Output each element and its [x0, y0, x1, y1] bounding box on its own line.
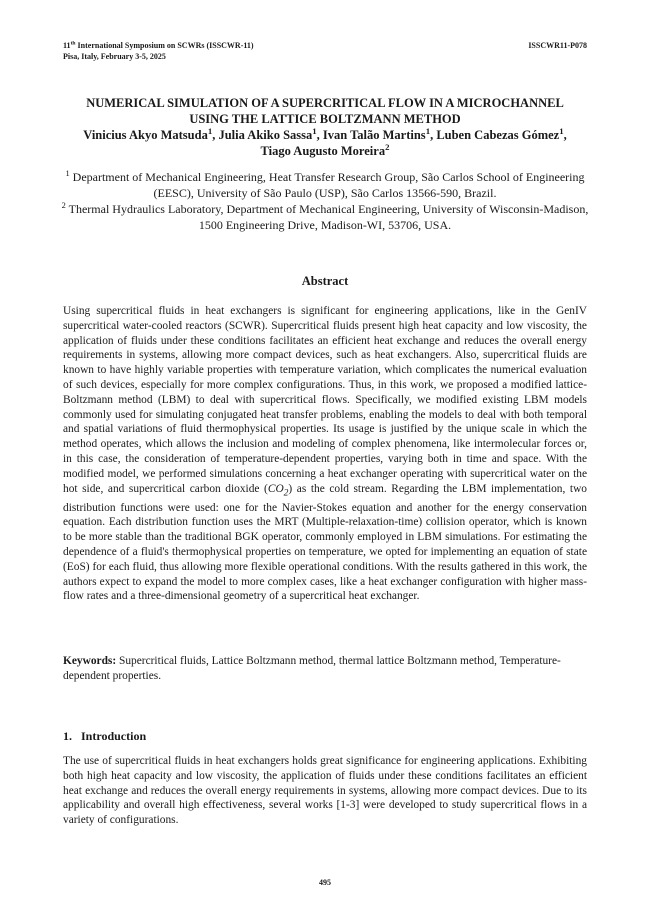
- affiliation: $^2$ Thermal Hydraulics Laboratory, Department of Mechanical Engineering, University of Wisconsin-Madison, 1500 Engineering Drive, Madison-WI, 53706, USA.: [61, 201, 589, 232]
- author: Vinicius Akyo Matsuda$^1$,: [83, 125, 219, 142]
- keywords-label: Keywords:: [63, 655, 117, 667]
- conference-name: 11th International Symposium on SCWRs (ISSCWR-11): [63, 40, 254, 50]
- section-heading-introduction: [63, 729, 146, 744]
- paper-title: [40, 96, 610, 127]
- author: Julia Akiko Sassa$^1$,: [218, 125, 323, 142]
- keywords-text: Supercritical fluids, Lattice Boltzmann method, thermal lattice Boltzmann method, Temperature-dependent properties.: [63, 655, 561, 682]
- abstract-heading: Abstract: [301, 274, 349, 288]
- affiliation: $^1$ Department of Mechanical Engineering, Heat Transfer Research Group, São Carlos School of Engineering (EESC), University of São Paulo (USP), São Carlos 13566-590, Brazil.: [65, 169, 585, 200]
- author: Ivan Talão Martins$^1$,: [322, 125, 437, 142]
- author: Luben Cabezas Gómez$^1$,: [436, 125, 567, 142]
- section-number: 1.: [63, 729, 72, 743]
- author: Tiago Augusto Moreira$^2$: [260, 141, 390, 158]
- abstract-body: Using supercritical fluids in heat exchangers is significant for engineering applications, like in the GenIV supercritical water-cooled reactors (SCWR). Supercritical fluids present high heat capacity and low viscosity, the application of fluids under these conditions facilitates an efficient heat exchange and reduces the overall energy requirements in systems, allowing more compact devices, such as heat exchangers. Also, supercritical fluids are known to have highly variable properties with temperature variation, which complicates the numerical evaluation of such devices, especially for more complex configurations. Thus, in this work, we proposed a modified lattice-Boltzmann method (LBM) to deal with supercritical flows. Specifically, we modified existing LBM models commonly used for simulating conjugated heat transfer problems, enabling the models to deal with both temporal and spatial variations of fluid thermophysical properties. Its usage is justified by the unique scale in which the method operates, which allows the inclusion and modeling of complex phenomena, like intermolecular forces or, in this case, the consideration of temperature-dependent properties, varying both in time and space. With the modified model, we performed simulations concerning a heat exchanger operating with supercritical water on the hot side, and supercritical carbon dioxide $(CO_2)$ as the cold stream. Regarding the LBM implementation, two distribution functions were used: one for the Navier-Stokes equation and another for the energy conservation equation. Each distribution function uses the MRT (Multiple-relaxation-time) collision operator, which is known to be more stable than the traditional BGK operator, commonly employed in LBM simulations. For estimating the dependence of a fluid's thermophysical properties on temperature, we opted for implementing an equation of state (EoS) for each fluid, thus allowing more flexible operational conditions. With the results gathered in this work, the authors expect to expand the model to more complex cases, like a heat exchanger configuration with higher mass-flow rates and a three-dimensional geometry of a supercritical heat exchanger.: [63, 305, 588, 603]
- conference-location: Pisa, Italy, February 3-5, 2025: [63, 52, 166, 61]
- keywords: [63, 654, 587, 684]
- page-number: 495: [319, 878, 331, 887]
- author-list: [40, 125, 610, 159]
- title-line-1: NUMERICAL SIMULATION OF A SUPERCRITICAL FLOW IN A MICROCHANNEL: [86, 96, 564, 110]
- title-line-2: USING THE LATTICE BOLTZMANN METHOD: [189, 111, 461, 126]
- section-title: Introduction: [81, 729, 147, 743]
- affiliations: [50, 169, 600, 233]
- introduction-paragraph: The use of supercritical fluids in heat exchangers holds great significance for engineering applications. Exhibiting both high heat capacity and low viscosity, the application of fluids under these conditions facilitates an efficient heat exchange and reduces the overall energy requirements in systems, allowing more compact devices. Due to its applicability and overall high effectiveness, several works [1-3] were developed to study supercritical flows in a variety of configurations.: [63, 755, 587, 827]
- running-header-left: [63, 40, 254, 62]
- co2-formula: $CO_2$: [267, 482, 289, 498]
- paper-id: ISSCWR11-P078: [528, 41, 587, 50]
